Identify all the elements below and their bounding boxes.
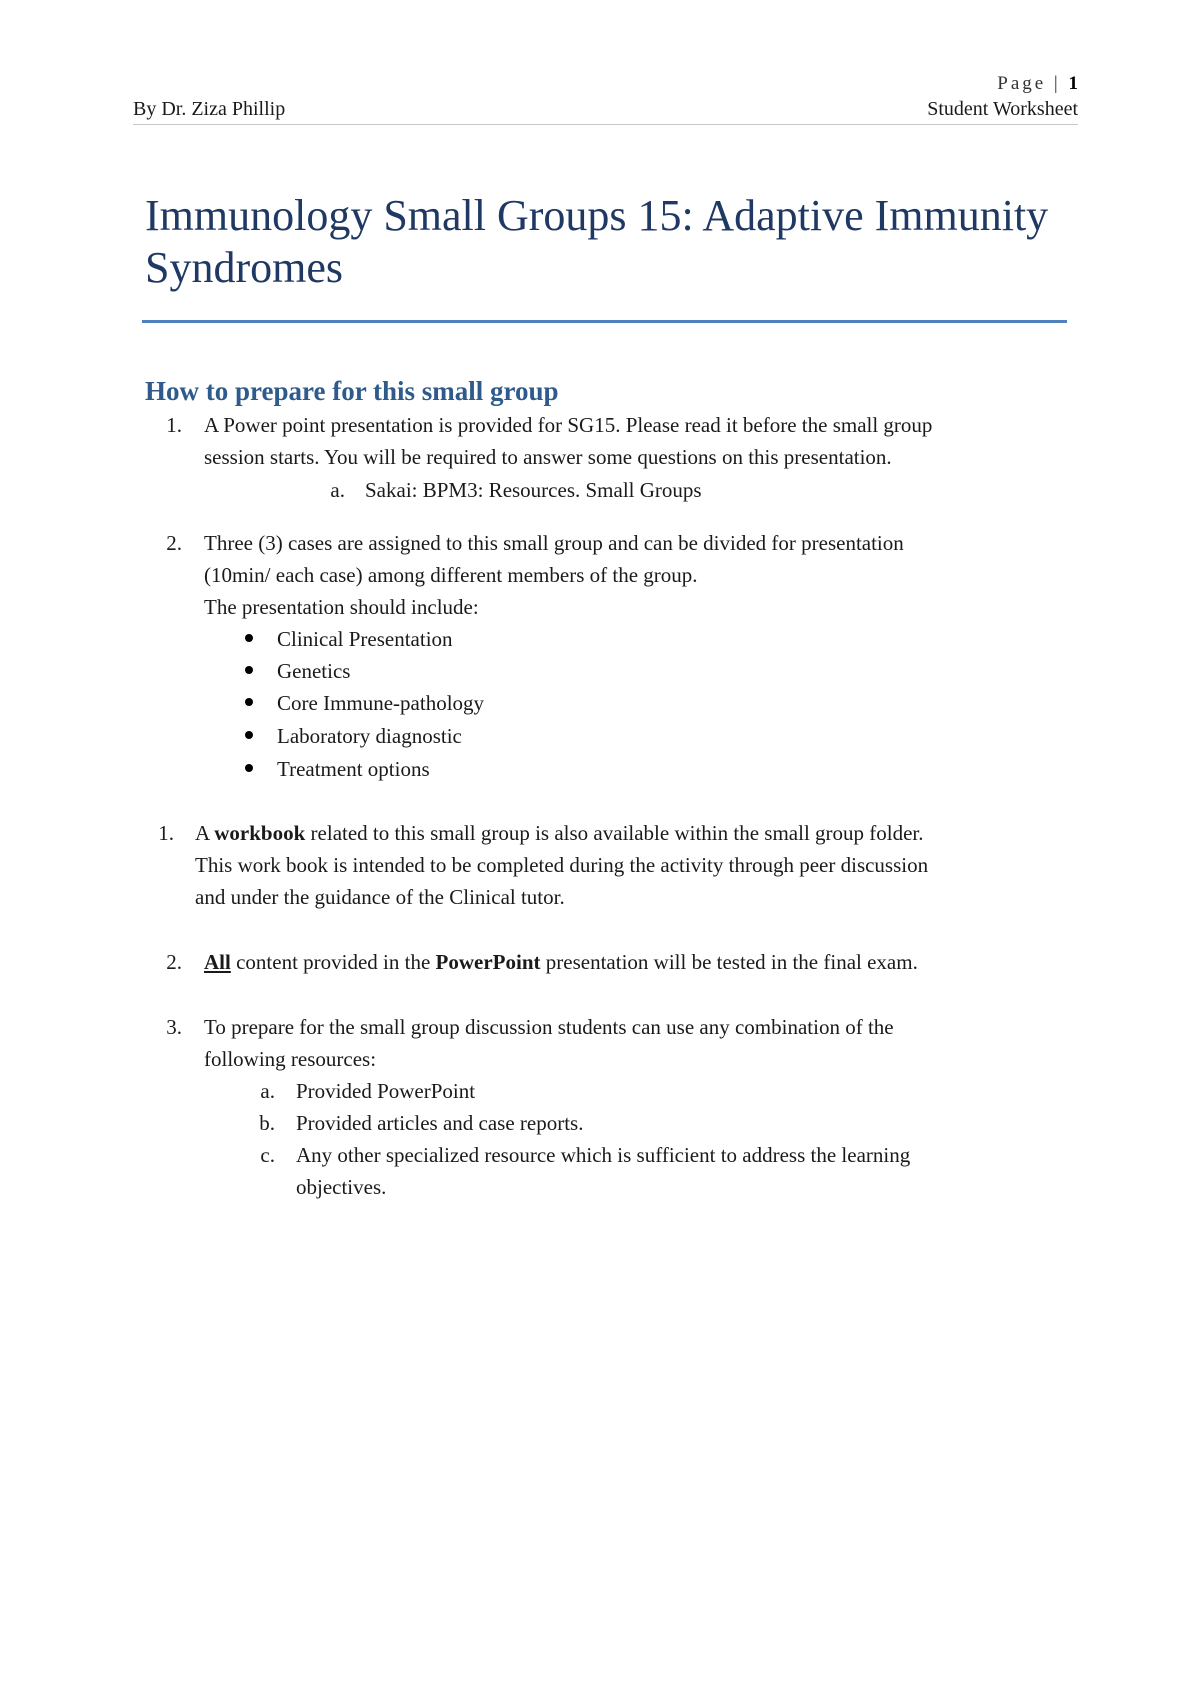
header-divider: [133, 124, 1078, 125]
sub-text: Sakai: BPM3: Resources. Small Groups: [365, 478, 702, 502]
list-text: [195, 817, 924, 849]
list-number: 1.: [166, 413, 182, 437]
list-text: This work book is intended to be completed during the activity through peer discussion: [195, 853, 929, 877]
text-rest: presentation will be tested in the final exam.: [540, 950, 918, 974]
sub-label: b.: [259, 1111, 275, 1135]
workbook-bold: workbook: [214, 821, 306, 845]
bullet-icon: [245, 634, 253, 642]
bullet-text: Clinical Presentation: [277, 627, 453, 651]
bullet-icon: [245, 764, 253, 772]
page-number: [900, 73, 1078, 95]
bullet-text: Laboratory diagnostic: [277, 724, 462, 748]
list-text: A Power point presentation is provided for SG15. Please read it before the small group: [204, 413, 933, 437]
text-mid: content provided in the: [230, 950, 436, 974]
powerpoint-bold: PowerPoint: [435, 950, 541, 974]
sub-text: Provided articles and case reports.: [296, 1111, 584, 1135]
bullet-text: Treatment options: [277, 757, 430, 781]
list-text: [204, 946, 918, 978]
list-text: and under the guidance of the Clinical tutor.: [195, 885, 565, 909]
sub-text: objectives.: [296, 1175, 387, 1199]
page-number-value: 1: [1068, 73, 1078, 94]
list-number: 1.: [158, 821, 174, 845]
list-number: 3.: [166, 1015, 182, 1039]
list-text: To prepare for the small group discussion students can use any combination of the: [204, 1015, 894, 1039]
title-divider: [142, 320, 1067, 323]
bullet-text: Core Immune-pathology: [277, 691, 485, 715]
sub-label: a.: [330, 478, 345, 502]
text-rest: related to this small group is also available within the small group folder.: [305, 821, 924, 845]
bullet-icon: [245, 666, 253, 674]
list-text: Three (3) cases are assigned to this small group and can be divided for presentation: [204, 531, 904, 555]
section-heading: How to prepare for this small group: [145, 376, 559, 406]
bullet-icon: [245, 731, 253, 739]
sub-text: Any other specialized resource which is sufficient to address the learning: [296, 1143, 911, 1167]
bullet-text: Genetics: [277, 659, 351, 683]
list-text: session starts. You will be required to answer some questions on this presentation.: [204, 445, 892, 469]
bullet-icon: [245, 698, 253, 706]
sub-label: a.: [260, 1079, 275, 1103]
list-text: (10min/ each case) among different members of the group.: [204, 563, 698, 587]
document-title: Immunology Small Groups 15: Adaptive Immunity Syndromes: [145, 191, 1049, 292]
list-text: The presentation should include:: [204, 595, 479, 619]
list-number: 2.: [166, 531, 182, 555]
list-number: 2.: [166, 950, 182, 974]
page-label: Page |: [997, 73, 1069, 94]
header-author: By Dr. Ziza Phillip: [133, 98, 286, 120]
header-doc-type: Student Worksheet: [927, 98, 1078, 120]
all-underlined: All: [204, 950, 231, 974]
sub-text: Provided PowerPoint: [296, 1079, 476, 1103]
sub-label: c.: [260, 1143, 275, 1167]
list-text: following resources:: [204, 1047, 377, 1071]
text-pre: A: [195, 821, 215, 845]
